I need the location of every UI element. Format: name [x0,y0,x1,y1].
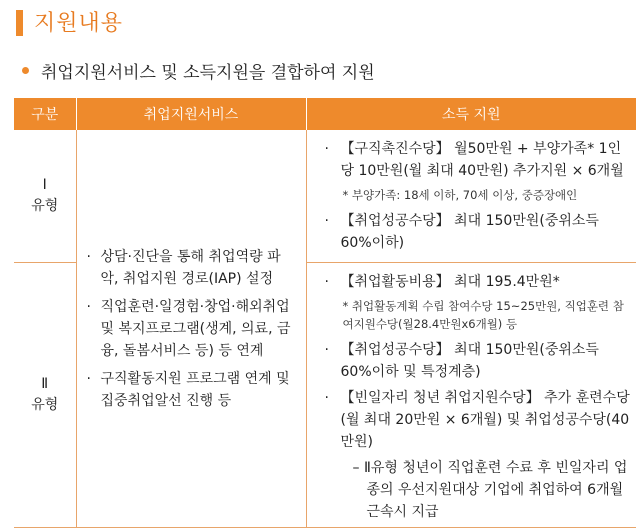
service-item: · 직업훈련·일경험·창업·해외취업 및 복지프로그램(생계, 의료, 금융, 돌봄서비스 등) 등 연계 [83,296,296,362]
income-item: · 【취업성공수당】 최대 150만원(중위소득 60%이하 및 특정계층) [319,339,631,383]
header-income-support: 소득 지원 [306,98,636,130]
type2-numeral: Ⅱ [41,376,49,392]
services-cell [76,130,306,528]
income-type2-cell [306,263,636,528]
type2-cell [14,263,76,528]
service-item: · 상담·진단을 통해 취업역량 파악, 취업지원 경로(IAP) 설정 [83,246,296,290]
income-type1-cell [306,130,636,263]
type1-label: 유형 [31,198,59,214]
income-note: * 부양가족: 18세 이하, 70세 이상, 중증장애인 [342,188,578,202]
services-list [83,246,296,412]
type1-cell [14,130,76,263]
table-row-type1 [14,130,636,263]
header-employment-service: 취업지원서비스 [76,98,306,130]
type1-numeral: Ⅰ [42,177,47,193]
support-table [14,98,636,528]
subtitle-text: 취업지원서비스 및 소득지원을 결합하여 지원 [41,63,375,83]
income-subitem: – Ⅱ유형 청년이 직업훈련 수료 후 빈일자리 업종의 우선지원대상 기업에 취업하여 6개월 근속시 지급 [352,460,628,520]
section-title: 지원내용 [34,11,124,36]
bullet-dot-icon [22,67,29,74]
income-item: · 【빈일자리 청년 취업지원수당】 추가 훈련수당(월 최대 20만원 × 6개월) 및 취업성공수당(40만원) [319,387,631,453]
income-item: · 【취업성공수당】 최대 150만원(중위소득 60%이하) [319,210,631,254]
table-header-row [14,98,636,130]
income-note: * 취업활동계획 수립 참여수당 15~25만원, 직업훈련 참여지원수당(월28.4만원x6개월) 등 [342,299,624,331]
income-item: · 【취업활동비용】 최대 195.4만원* [319,271,631,293]
service-item: · 구직활동지원 프로그램 연계 및 집중취업알선 진행 등 [83,368,296,412]
type2-label: 유형 [31,397,59,413]
title-accent-bar [16,10,23,36]
income-item: · 【구직촉진수당】 월50만원 + 부양가족* 1인당 10만원(월 최대 40만원) 추가지원 × 6개월 [319,138,631,182]
header-type: 구분 [14,98,76,130]
section-subtitle [22,58,375,83]
